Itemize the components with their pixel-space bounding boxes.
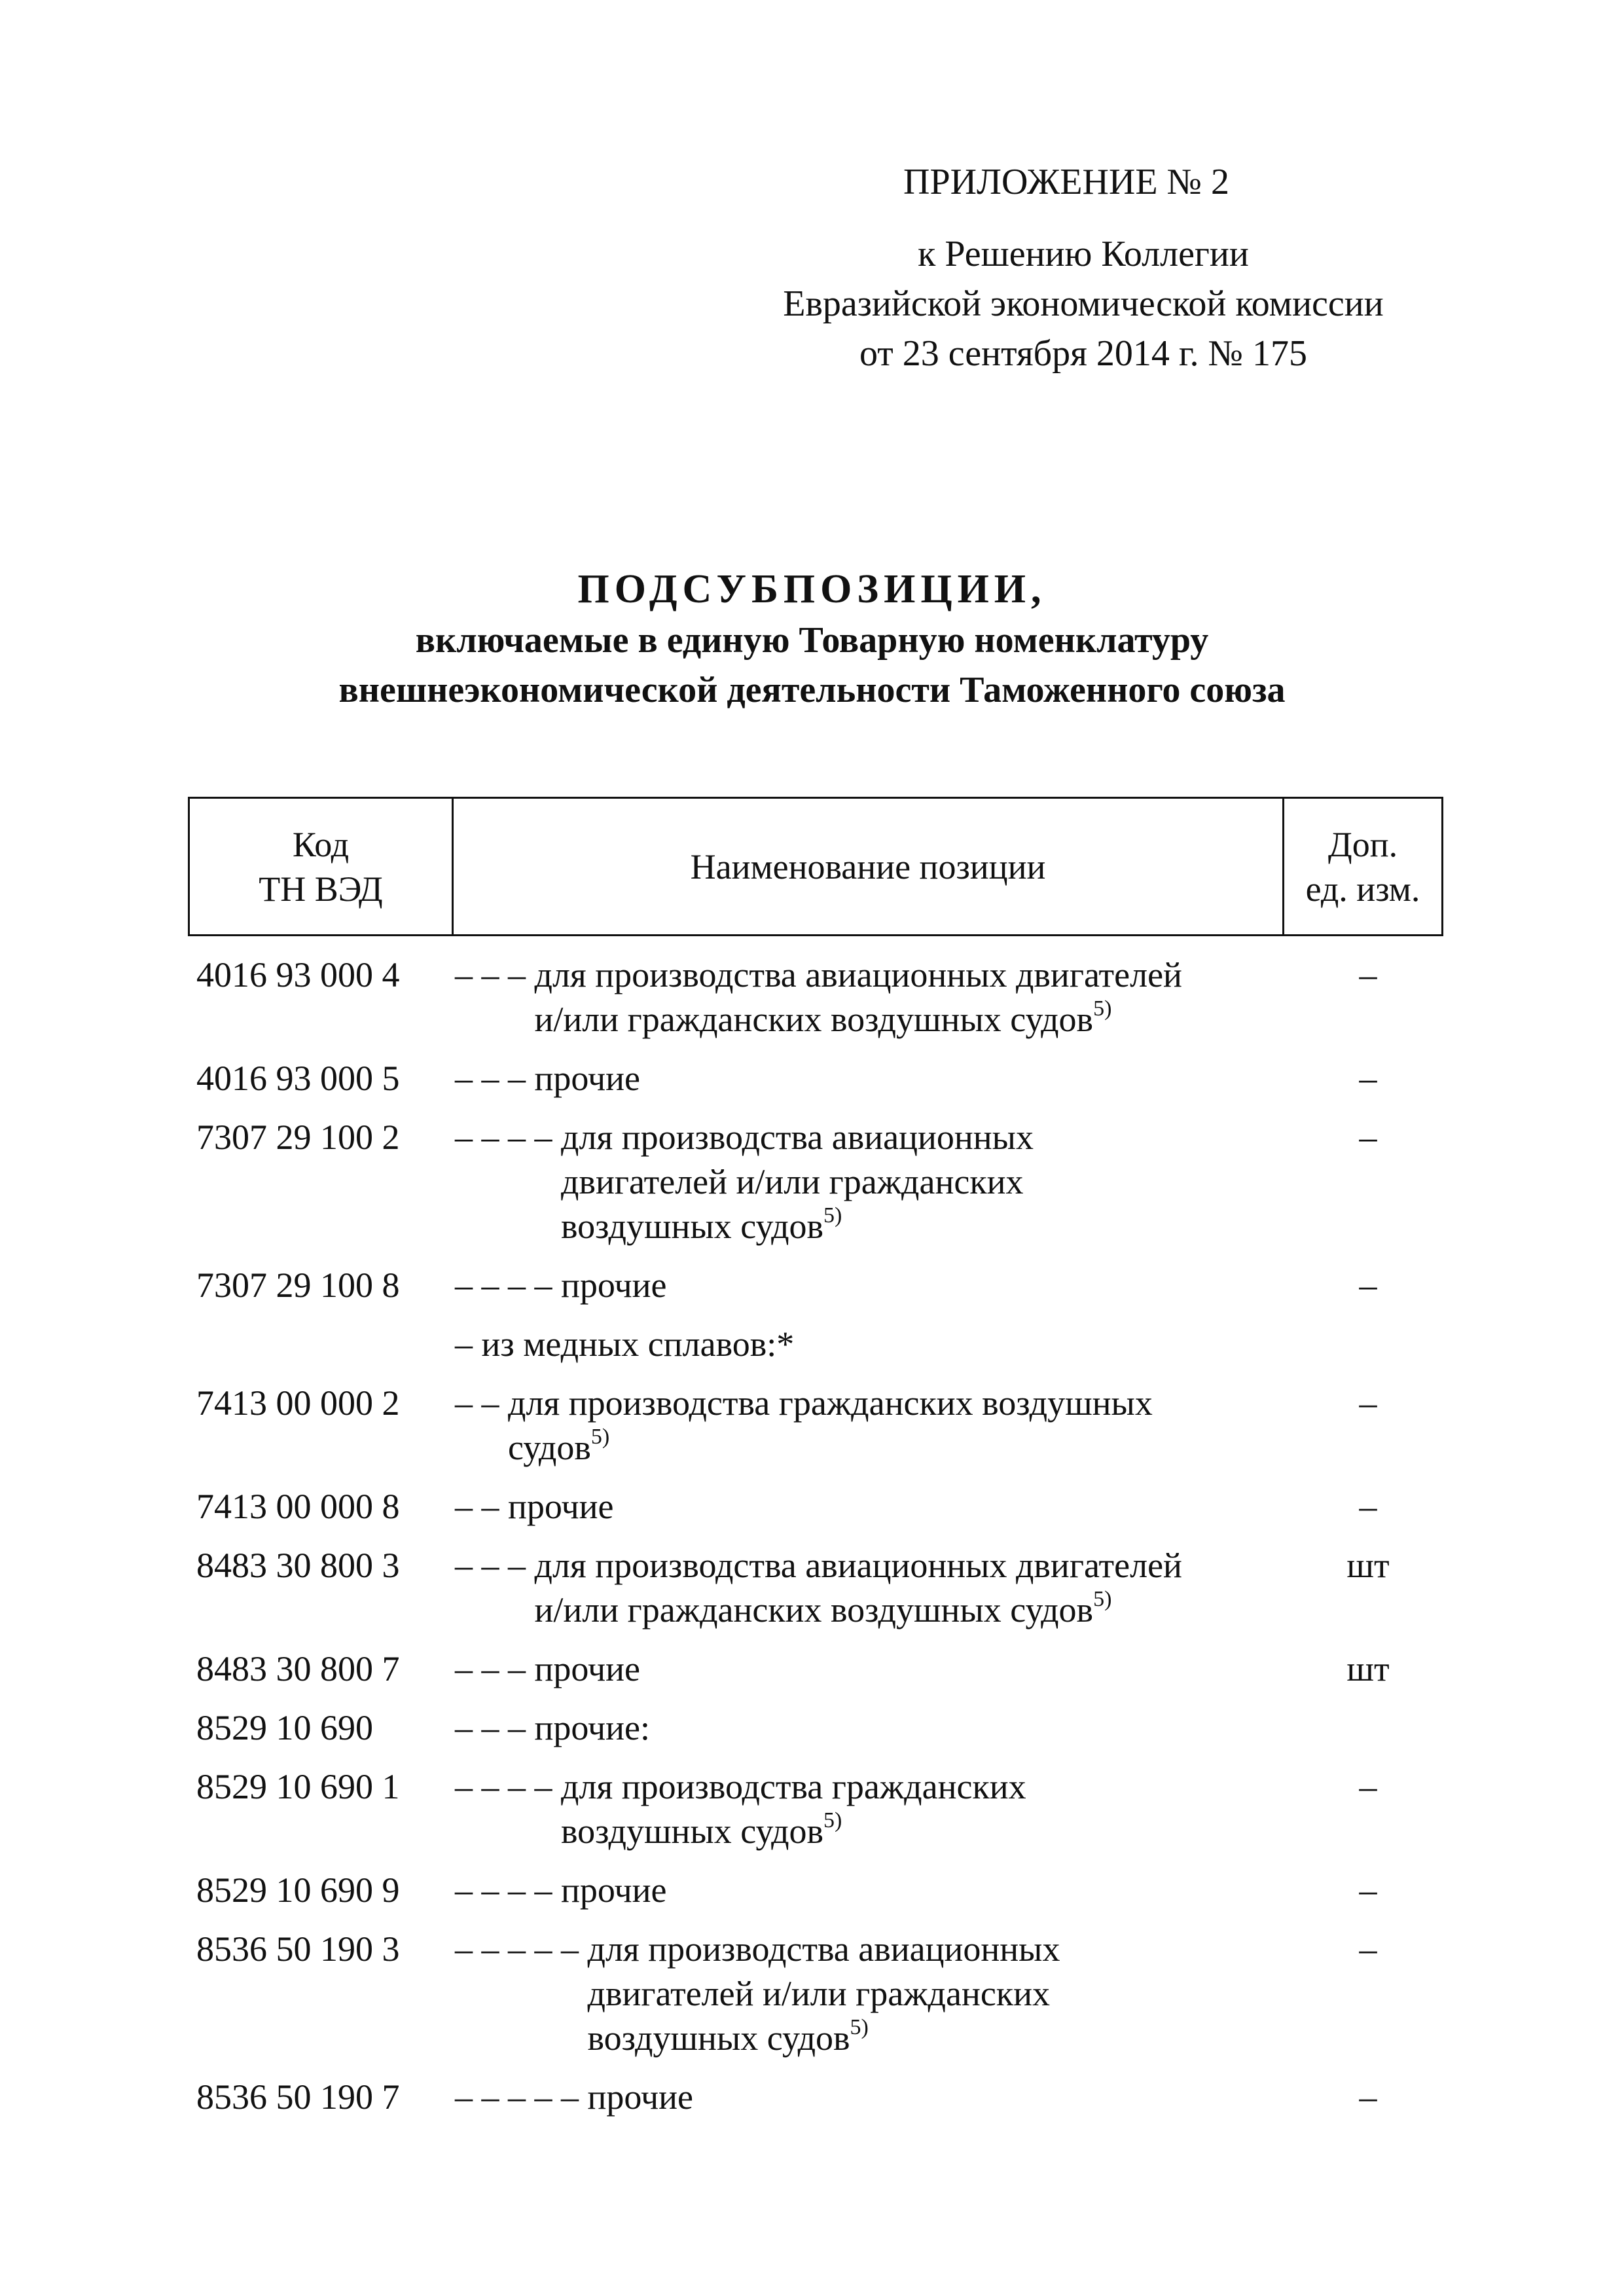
row-name xyxy=(455,1263,1290,1307)
row-dashes: – – – xyxy=(455,1059,535,1098)
appendix-ref-line: от 23 сентября 2014 г. № 175 xyxy=(859,333,1307,374)
table-row xyxy=(190,1543,1447,1632)
column-header-unit-line1: Доп. xyxy=(1327,824,1398,864)
document-heading xyxy=(0,563,1624,715)
row-name-text: из медных сплавов:* xyxy=(481,1324,795,1364)
row-name-line xyxy=(455,1381,1290,1425)
footnote-marker: 5) xyxy=(590,1425,610,1449)
row-name-line xyxy=(455,1204,1290,1248)
row-unit: – xyxy=(1359,1487,1377,1526)
row-name-line xyxy=(455,2075,1290,2119)
row-name-text: для производства авиационных xyxy=(587,1929,1060,1969)
footnote-marker: 5) xyxy=(1093,1587,1112,1611)
row-dashes: – xyxy=(455,1324,482,1364)
column-header-name xyxy=(454,799,1284,934)
row-unit: – xyxy=(1359,1767,1377,1806)
row-dashes: – – – – xyxy=(455,1118,561,1157)
row-code: 8536 50 190 3 xyxy=(196,1929,400,1969)
row-name-line xyxy=(455,1868,1290,1912)
row-unit: – xyxy=(1359,2077,1377,2117)
row-code: 7413 00 000 2 xyxy=(196,1383,400,1423)
document-subtitle-line: включаемые в единую Товарную номенклатуру xyxy=(415,620,1209,661)
row-dashes: – – – xyxy=(455,1546,535,1585)
table-row xyxy=(190,1764,1447,1853)
row-name-line xyxy=(455,1115,1290,1159)
row-name xyxy=(455,1056,1290,1101)
row-dashes: – – xyxy=(455,1487,508,1526)
row-name xyxy=(455,953,1290,1042)
row-name xyxy=(455,1484,1290,1529)
table-row xyxy=(190,1263,1447,1307)
row-unit: – xyxy=(1359,1929,1377,1969)
row-code: 8483 30 800 3 xyxy=(196,1546,400,1585)
row-code: 7413 00 000 8 xyxy=(196,1487,400,1526)
document-subtitle-line: внешнеэкономической деятельности Таможенного союза xyxy=(338,670,1286,710)
row-unit: – xyxy=(1359,1118,1377,1157)
row-unit: – xyxy=(1359,1266,1377,1305)
table-row xyxy=(190,1647,1447,1691)
table-row xyxy=(190,1115,1447,1248)
row-dashes: – – – – xyxy=(455,1767,561,1806)
footnote-marker: 5) xyxy=(850,2015,869,2039)
row-name-text: для производства авиационных xyxy=(561,1118,1034,1157)
row-dashes: – – – – xyxy=(455,1870,561,1910)
row-dashes: – – – – – xyxy=(455,1929,588,1969)
row-name-text: и/или гражданских воздушных судов xyxy=(534,1590,1094,1630)
column-header-unit-line2: ед. изм. xyxy=(1305,869,1420,909)
appendix-reference xyxy=(740,229,1427,378)
row-name xyxy=(455,1322,1290,1366)
row-unit xyxy=(1290,1705,1447,1750)
row-name-text: воздушных судов xyxy=(561,1207,824,1246)
row-name-line xyxy=(455,1705,1290,1750)
row-code: 8529 10 690 xyxy=(196,1708,373,1747)
row-unit xyxy=(1290,1322,1447,1366)
row-code: 7307 29 100 2 xyxy=(196,1118,400,1157)
row-name-line xyxy=(455,1809,1290,1853)
row-name-line xyxy=(455,1588,1290,1632)
row-unit: шт xyxy=(1346,1649,1390,1688)
table-row xyxy=(190,1868,1447,1912)
row-name-text: судов xyxy=(508,1428,591,1467)
row-name-text: воздушных судов xyxy=(561,1812,824,1851)
row-dashes: – – xyxy=(455,1383,508,1423)
row-name-line xyxy=(455,1647,1290,1691)
row-name-line xyxy=(455,1971,1290,2016)
column-header-code xyxy=(190,799,454,934)
footnote-marker: 5) xyxy=(823,1808,842,1832)
row-name-text: прочие xyxy=(587,2077,694,2117)
row-name-line xyxy=(455,1484,1290,1529)
row-name-text: для производства авиационных двигателей xyxy=(534,1546,1182,1585)
row-dashes: – – – xyxy=(455,955,535,994)
row-name-text: прочие: xyxy=(534,1708,651,1747)
row-unit: шт xyxy=(1346,1546,1390,1585)
row-name xyxy=(455,1868,1290,1912)
row-unit: – xyxy=(1359,1059,1377,1098)
row-name-line xyxy=(455,1425,1290,1470)
row-dashes: – – – xyxy=(455,1649,535,1688)
row-name-text: прочие xyxy=(534,1649,641,1688)
row-name-line xyxy=(455,1322,1290,1366)
row-code: 8529 10 690 9 xyxy=(196,1870,400,1910)
row-code: 8536 50 190 7 xyxy=(196,2077,400,2117)
table-row xyxy=(190,1705,1447,1750)
row-name-line xyxy=(455,1159,1290,1204)
row-name-line xyxy=(455,1543,1290,1588)
row-unit: – xyxy=(1359,1383,1377,1423)
row-name xyxy=(455,1381,1290,1470)
table-row xyxy=(190,1322,1447,1366)
row-name-text: двигателей и/или гражданских xyxy=(561,1162,1024,1201)
row-dashes: – – – – xyxy=(455,1266,561,1305)
row-name xyxy=(455,1705,1290,1750)
footnote-marker: 5) xyxy=(1093,996,1112,1021)
row-name-text: для производства авиационных двигателей xyxy=(534,955,1182,994)
column-header-unit xyxy=(1284,799,1441,934)
appendix-title: ПРИЛОЖЕНИЕ № 2 xyxy=(903,162,1229,202)
row-name-line xyxy=(455,953,1290,997)
row-name xyxy=(455,1543,1290,1632)
row-name-line xyxy=(455,1927,1290,1971)
document-title: ПОДСУБПОЗИЦИИ, xyxy=(577,567,1047,611)
column-header-code-line2: ТН ВЭД xyxy=(259,869,383,909)
row-name xyxy=(455,1647,1290,1691)
table-row xyxy=(190,1484,1447,1529)
row-code xyxy=(190,1322,455,1366)
row-code: 7307 29 100 8 xyxy=(196,1266,400,1305)
table-row xyxy=(190,1927,1447,2060)
row-name-text: прочие xyxy=(508,1487,614,1526)
row-name xyxy=(455,1764,1290,1853)
row-name-text: воздушных судов xyxy=(587,2018,850,2058)
table-row xyxy=(190,2075,1447,2119)
row-name-line xyxy=(455,1764,1290,1809)
table-row xyxy=(190,1381,1447,1470)
column-header-name-label: Наименование позиции xyxy=(690,847,1046,886)
table-body xyxy=(190,953,1447,2134)
row-name-text: двигателей и/или гражданских xyxy=(587,1974,1050,2013)
row-name-text: для производства гражданских xyxy=(561,1767,1026,1806)
table-header xyxy=(188,797,1443,936)
row-unit: – xyxy=(1359,1870,1377,1910)
table-row xyxy=(190,953,1447,1042)
column-header-code-line1: Код xyxy=(292,824,350,864)
table-row xyxy=(190,1056,1447,1101)
row-name-line xyxy=(455,1263,1290,1307)
row-name-text: прочие xyxy=(534,1059,641,1098)
row-name-text: для производства гражданских воздушных xyxy=(508,1383,1153,1423)
row-dashes: – – – xyxy=(455,1708,535,1747)
row-name xyxy=(455,1115,1290,1248)
row-name-text: прочие xyxy=(561,1870,667,1910)
row-code: 8483 30 800 7 xyxy=(196,1649,400,1688)
row-code: 4016 93 000 4 xyxy=(196,955,400,994)
row-name-line xyxy=(455,997,1290,1042)
appendix-ref-line: Евразийской экономической комиссии xyxy=(783,283,1384,324)
row-name xyxy=(455,2075,1290,2119)
row-dashes: – – – – – xyxy=(455,2077,588,2117)
row-name-text: прочие xyxy=(561,1266,667,1305)
row-unit: – xyxy=(1359,955,1377,994)
appendix-ref-line: к Решению Коллегии xyxy=(918,234,1249,274)
row-name xyxy=(455,1927,1290,2060)
row-name-line xyxy=(455,2016,1290,2060)
row-code: 8529 10 690 1 xyxy=(196,1767,400,1806)
row-name-text: и/или гражданских воздушных судов xyxy=(534,1000,1094,1039)
footnote-marker: 5) xyxy=(823,1203,842,1228)
row-name-line xyxy=(455,1056,1290,1101)
row-code: 4016 93 000 5 xyxy=(196,1059,400,1098)
